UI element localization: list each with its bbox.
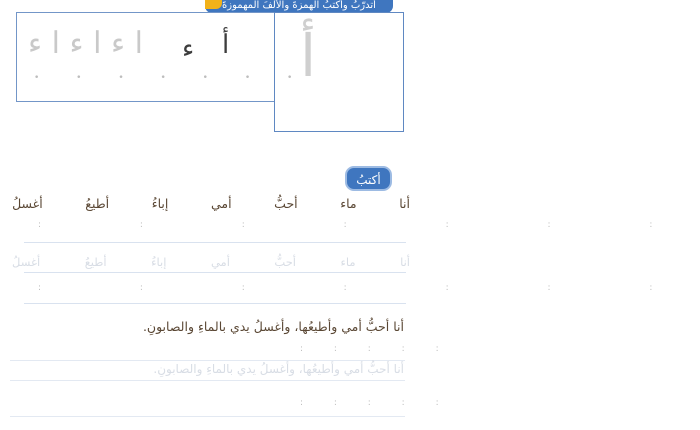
- bold-letter-alif: أ: [222, 30, 230, 60]
- bold-letter-hamza: ء: [182, 34, 195, 64]
- trace-word: ماء: [340, 255, 356, 269]
- guide-line: [24, 303, 406, 304]
- traced-letters-left: ا ء ا ء ا ء: [28, 26, 144, 61]
- word: ماء: [340, 196, 357, 211]
- trace-word: إباءُ: [151, 255, 167, 269]
- word: أطيعُ: [85, 196, 110, 211]
- word: أحبُّ: [274, 196, 298, 211]
- trace-sentence: أنا أحبُّ أمي وأطيعُها، وأغسلُ يدي بالماءِ والصابونِ.: [153, 362, 404, 376]
- guide-line: [10, 416, 405, 417]
- trace-word: أنا: [400, 255, 410, 269]
- word-row: [12, 196, 410, 211]
- trace-word: أمي: [210, 255, 230, 269]
- word-dots-row1: : : : : : : :: [38, 220, 700, 230]
- sentence: أنا أحبُّ أمي وأطيعُها، وأغسلُ يدي بالماءِ والصابونِ.: [142, 319, 404, 334]
- traced-letter-right: أ: [300, 22, 317, 90]
- sentence-dots-row2: : : : : :: [300, 398, 453, 408]
- word: إباءُ: [151, 196, 169, 211]
- guide-line: [10, 360, 405, 361]
- word: أغسلُ: [12, 196, 43, 211]
- letter-dots-left: • • • • • • •: [34, 73, 310, 83]
- sentence-dots-row1: : : : : :: [300, 344, 453, 354]
- guide-line: [24, 272, 406, 273]
- banner-badge: [205, 0, 222, 9]
- trace-word-row: [12, 255, 410, 269]
- word: أمي: [210, 196, 232, 211]
- trace-word: أطيعُ: [84, 255, 107, 269]
- trace-word: أغسلُ: [12, 255, 41, 269]
- write-button[interactable]: أكتبُ: [345, 166, 392, 191]
- word-dots-row2: : : : : : : :: [38, 283, 700, 293]
- guide-line: [24, 242, 406, 243]
- trace-word: أحبُّ: [274, 255, 297, 269]
- letter-practice-box-right: [274, 12, 404, 132]
- word: أنا: [399, 196, 410, 211]
- instruction-banner: أتدرّبُ وأكتبُ الهمزةَ والألفَ المهموزةَ: [205, 0, 393, 13]
- guide-line: [10, 380, 405, 381]
